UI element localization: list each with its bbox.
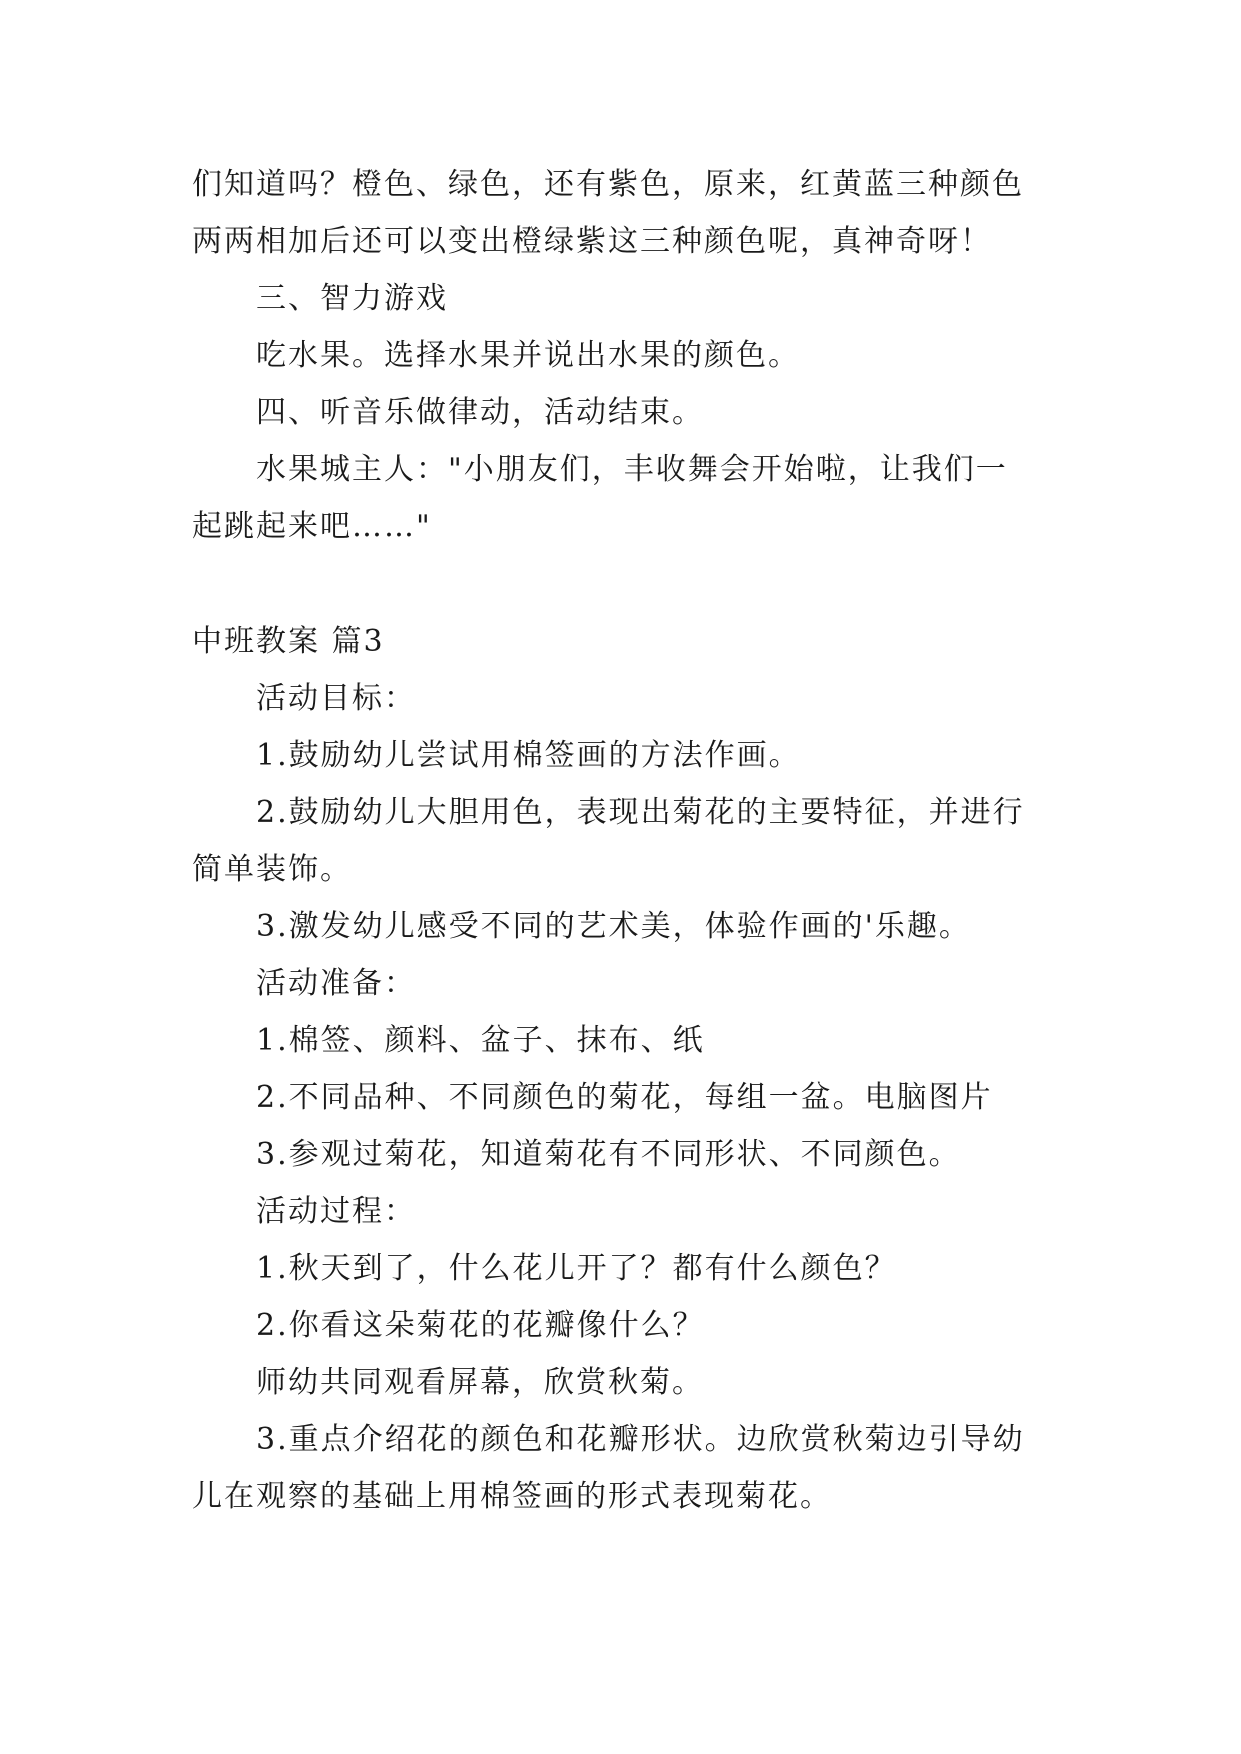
section-gap bbox=[192, 555, 1052, 613]
process-item-2: 2.你看这朵菊花的花瓣像什么？ bbox=[256, 1308, 705, 1343]
goal-item-2-line-2: 简单装饰。 bbox=[192, 852, 352, 887]
process-item-3-line-1: 3.重点介绍花的颜色和花瓣形状。边欣赏秋菊边引导幼 bbox=[256, 1422, 1025, 1457]
goal-item-3: 3.激发幼儿感受不同的艺术美，体验作画的'乐趣。 bbox=[256, 909, 971, 944]
process-item-2-note: 师幼共同观看屏幕，欣赏秋菊。 bbox=[256, 1365, 704, 1400]
prep-heading: 活动准备： bbox=[256, 966, 416, 1001]
process-heading: 活动过程： bbox=[256, 1194, 416, 1229]
section-four-heading: 四、听音乐做律动，活动结束。 bbox=[256, 395, 704, 430]
goal-item-1: 1.鼓励幼儿尝试用棉签画的方法作画。 bbox=[256, 738, 801, 773]
process-item-3-line-2: 儿在观察的基础上用棉签画的形式表现菊花。 bbox=[192, 1479, 832, 1514]
document-page bbox=[192, 156, 1052, 1525]
prep-item-3: 3.参观过菊花，知道菊花有不同形状、不同颜色。 bbox=[256, 1137, 961, 1172]
intro-line-1: 们知道吗？橙色、绿色，还有紫色，原来，红黄蓝三种颜色 bbox=[192, 167, 1024, 202]
eat-fruit-paragraph: 吃水果。选择水果并说出水果的颜色。 bbox=[256, 338, 800, 373]
process-item-1: 1.秋天到了，什么花儿开了？都有什么颜色？ bbox=[256, 1251, 897, 1286]
goals-heading: 活动目标： bbox=[256, 681, 416, 716]
lesson-title: 中班教案 篇3 bbox=[192, 624, 385, 659]
goal-item-2-line-1: 2.鼓励幼儿大胆用色，表现出菊花的主要特征，并进行 bbox=[256, 795, 1025, 830]
host-quote-line-2: 起跳起来吧……" bbox=[192, 509, 432, 544]
prep-item-2: 2.不同品种、不同颜色的菊花，每组一盆。电脑图片 bbox=[256, 1080, 993, 1115]
intro-line-2: 两两相加后还可以变出橙绿紫这三种颜色呢，真神奇呀！ bbox=[192, 224, 992, 259]
section-three-heading: 三、智力游戏 bbox=[256, 281, 448, 316]
host-quote-line-1: 水果城主人："小朋友们，丰收舞会开始啦，让我们一 bbox=[256, 452, 1008, 487]
prep-item-1: 1.棉签、颜料、盆子、抹布、纸 bbox=[256, 1023, 705, 1058]
